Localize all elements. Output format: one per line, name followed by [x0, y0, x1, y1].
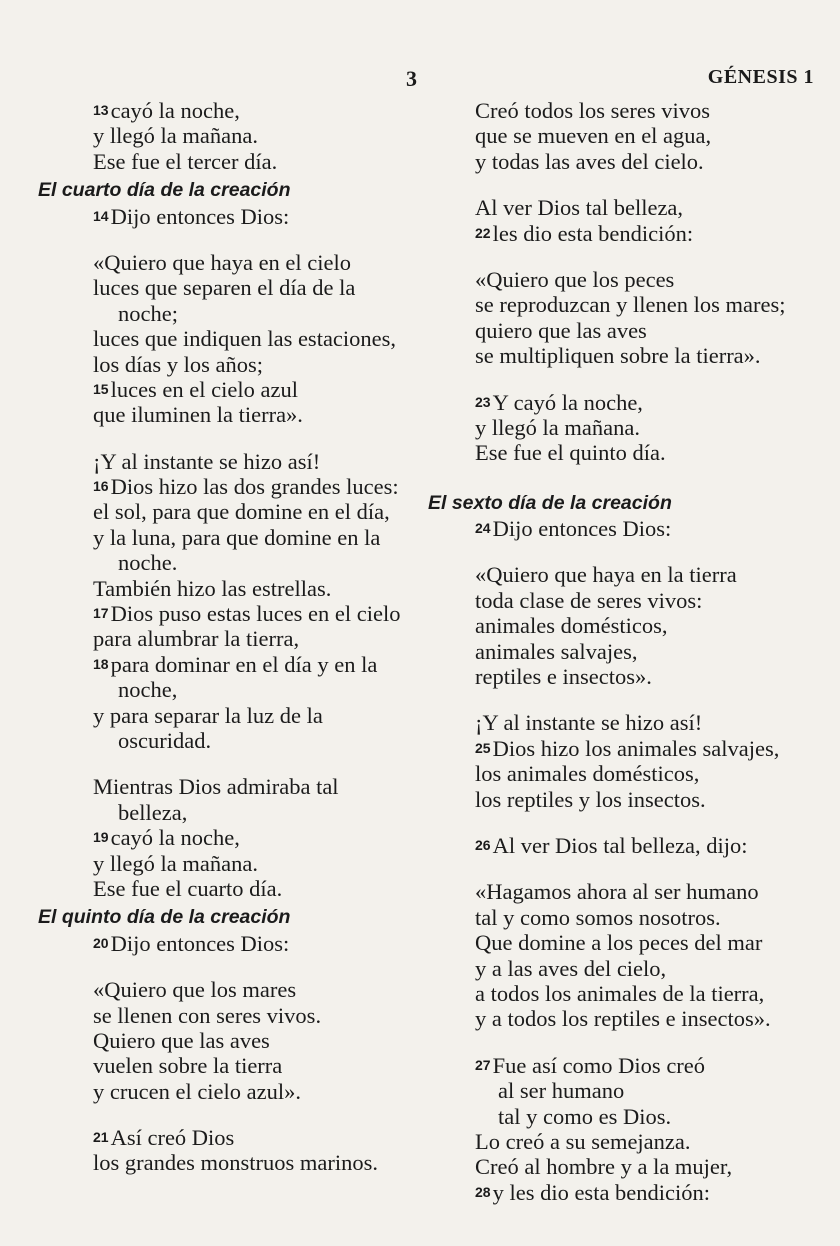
verse-number: 18 — [93, 655, 109, 672]
line-text: animales domésticos, — [475, 613, 668, 639]
line-text: y crucen el cielo azul». — [93, 1078, 302, 1104]
poem-line — [428, 664, 823, 689]
book-title: GÉNESIS 1 — [707, 66, 814, 88]
line-text: para alumbrar la tierra, — [93, 626, 300, 652]
verse-number: 16 — [93, 478, 109, 495]
line-text: se multipliquen sobre la tierra». — [475, 343, 761, 369]
line-text: Dios hizo las dos grandes luces: — [110, 474, 399, 500]
poem-line — [38, 1003, 408, 1028]
line-text: los grandes monstruos marinos. — [93, 1150, 378, 1176]
verse-number: 28 — [475, 1183, 491, 1200]
poem-line — [38, 1053, 408, 1078]
line-text: animales salvajes, — [475, 638, 638, 664]
stanza-gap — [428, 174, 823, 195]
verse-number: 23 — [475, 393, 491, 410]
poem-line — [428, 195, 823, 220]
stanza-gap — [428, 812, 823, 833]
verse-number: 27 — [475, 1056, 491, 1073]
line-text: cayó la noche, — [110, 98, 240, 123]
line-text: Dios puso estas luces en el cielo — [110, 601, 401, 627]
line-text: quiero que las aves — [475, 317, 647, 343]
line-text: Al ver Dios tal belleza, dijo: — [492, 832, 748, 858]
line-text: tal y como es Dios. — [498, 1103, 672, 1129]
poem-line — [38, 576, 408, 601]
line-text: «Quiero que los mares — [93, 977, 297, 1003]
poem-line — [38, 550, 408, 575]
line-text: tal y como somos nosotros. — [475, 904, 721, 930]
poem-line — [38, 499, 408, 524]
poem-line — [428, 787, 823, 812]
poem-line — [428, 562, 823, 587]
line-text: Ese fue el cuarto día. — [93, 875, 283, 901]
verse-line — [428, 1180, 823, 1205]
poem-line — [428, 1154, 823, 1179]
line-text: También hizo las estrellas. — [93, 575, 332, 601]
verse-number: 22 — [475, 224, 491, 241]
line-text: que se mueven en el agua, — [475, 123, 712, 149]
poem-line — [428, 343, 823, 368]
stanza-gap — [38, 1104, 408, 1125]
line-text: «Quiero que los peces — [475, 266, 675, 292]
line-text: y llegó la mañana. — [93, 850, 258, 876]
poem-line — [38, 977, 408, 1002]
line-text: que iluminen la tierra». — [93, 402, 303, 428]
line-text: Dijo entonces Dios: — [110, 930, 290, 956]
verse-number: 14 — [93, 207, 109, 224]
poem-line — [428, 613, 823, 638]
line-text: los reptiles y los insectos. — [475, 786, 706, 812]
verse-number: 13 — [93, 102, 109, 118]
line-text: y a las aves del cielo, — [475, 955, 667, 981]
stanza-gap — [428, 369, 823, 390]
verse-line — [428, 390, 823, 415]
line-text: toda clase de seres vivos: — [475, 587, 703, 613]
verse-number: 20 — [93, 934, 109, 951]
line-text: vuelen sobre la tierra — [93, 1053, 283, 1079]
stanza-gap — [428, 689, 823, 710]
line-text: se reproduzcan y llenen los mares; — [475, 292, 786, 318]
line-text: y llegó la mañana. — [475, 414, 640, 440]
poem-line — [38, 123, 408, 148]
poem-line — [428, 267, 823, 292]
line-text: se llenen con seres vivos. — [93, 1002, 322, 1028]
verse-number: 17 — [93, 605, 109, 622]
verse-line — [38, 601, 408, 626]
poem-line — [428, 956, 823, 981]
poem-line — [428, 710, 823, 735]
poem-line — [428, 1078, 823, 1103]
line-text: Así creó Dios — [110, 1125, 235, 1151]
page-number: 3 — [406, 66, 417, 91]
line-text: Quiero que las aves — [93, 1027, 270, 1053]
stanza-gap — [38, 753, 408, 774]
poem-line — [38, 703, 408, 728]
poem-line — [428, 639, 823, 664]
poem-line — [428, 879, 823, 904]
poem-line — [38, 677, 408, 702]
poem-line — [38, 149, 408, 174]
line-text: noche. — [118, 550, 178, 576]
line-text: luces en el cielo azul — [110, 376, 298, 402]
poem-line — [428, 440, 823, 465]
line-text: Al ver Dios tal belleza, — [475, 195, 684, 221]
verse-number: 19 — [93, 829, 109, 846]
line-text: noche; — [118, 300, 178, 326]
line-text: y a todos los reptiles e insectos». — [475, 1006, 771, 1032]
poem-line — [38, 275, 408, 300]
stanza-gap — [428, 858, 823, 879]
poem-line — [38, 774, 408, 799]
section-heading: El cuarto día de la creación — [38, 179, 291, 202]
poem-line — [38, 876, 408, 901]
line-text: reptiles e insectos». — [475, 664, 652, 690]
poem-line — [38, 449, 408, 474]
line-text: y les dio esta bendición: — [492, 1179, 711, 1205]
poem-line — [428, 1129, 823, 1154]
poem-line — [428, 905, 823, 930]
poem-line — [38, 1079, 408, 1104]
verse-number: 15 — [93, 380, 109, 397]
line-text: Creó todos los seres vivos — [475, 98, 710, 123]
line-text: Creó al hombre y a la mujer, — [475, 1154, 733, 1180]
verse-number: 24 — [475, 520, 491, 537]
verse-number: 21 — [93, 1129, 109, 1146]
line-text: noche, — [118, 677, 178, 703]
line-text: y para separar la luz de la — [93, 702, 323, 728]
line-text: Ese fue el quinto día. — [475, 440, 666, 466]
verse-line — [38, 825, 408, 850]
poem-line — [428, 415, 823, 440]
poem-line — [38, 728, 408, 753]
verse-line — [38, 1125, 408, 1150]
line-text: les dio esta bendición: — [492, 220, 694, 246]
right-column — [428, 98, 823, 1205]
poem-line — [428, 588, 823, 613]
section-heading: El quinto día de la creación — [38, 906, 291, 929]
line-text: Dijo entonces Dios: — [110, 203, 290, 229]
poem-line — [38, 525, 408, 550]
poem-line — [38, 352, 408, 377]
stanza-gap — [428, 466, 823, 487]
stanza-gap — [428, 1032, 823, 1053]
poem-line — [428, 930, 823, 955]
line-text: el sol, para que domine en el día, — [93, 499, 390, 525]
stanza-gap — [38, 956, 408, 977]
stanza-gap — [428, 246, 823, 267]
verse-line — [38, 377, 408, 402]
verse-number: 26 — [475, 836, 491, 853]
verse-line — [38, 474, 408, 499]
line-text: cayó la noche, — [110, 825, 240, 851]
line-text: los animales domésticos, — [475, 761, 700, 787]
poem-line — [428, 1104, 823, 1129]
poem-line — [428, 1006, 823, 1031]
line-text: y todas las aves del cielo. — [475, 148, 704, 174]
line-text: los días y los años; — [93, 351, 264, 377]
line-text: «Quiero que haya en el cielo — [93, 249, 352, 275]
section-heading: El sexto día de la creación — [428, 491, 672, 514]
line-text: Fue así como Dios creó — [492, 1052, 706, 1078]
poem-line — [38, 1028, 408, 1053]
verse-line — [38, 204, 408, 229]
verse-line — [428, 516, 823, 541]
line-text: oscuridad. — [118, 727, 212, 753]
line-text: «Hagamos ahora al ser humano — [475, 879, 759, 905]
line-text: Ese fue el tercer día. — [93, 148, 278, 174]
poem-line — [38, 800, 408, 825]
line-text: ¡Y al instante se hizo así! — [475, 710, 703, 736]
stanza-gap — [38, 428, 408, 449]
poem-line — [38, 301, 408, 326]
poem-line — [38, 326, 408, 351]
line-text: a todos los animales de la tierra, — [475, 980, 765, 1006]
line-text: al ser humano — [498, 1078, 625, 1104]
line-text: Dios hizo los animales salvajes, — [492, 735, 780, 761]
verse-line — [428, 736, 823, 761]
verse-line — [428, 1053, 823, 1078]
verse-line — [38, 931, 408, 956]
line-text: ¡Y al instante se hizo así! — [93, 448, 321, 474]
poem-line — [38, 250, 408, 275]
poem-line — [38, 1150, 408, 1175]
poem-line — [428, 149, 823, 174]
poem-line — [428, 98, 823, 123]
poem-line — [38, 851, 408, 876]
stanza-gap — [38, 229, 408, 250]
verse-line — [38, 98, 408, 123]
line-text: Lo creó a su semejanza. — [475, 1128, 691, 1154]
poem-line — [38, 402, 408, 427]
stanza-gap — [428, 541, 823, 562]
left-column — [38, 98, 408, 1176]
line-text: «Quiero que haya en la tierra — [475, 562, 737, 588]
line-text: y la luna, para que domine en la — [93, 524, 381, 550]
poem-line — [38, 626, 408, 651]
line-text: y llegó la mañana. — [93, 123, 258, 149]
line-text: Mientras Dios admiraba tal — [93, 774, 339, 800]
verse-line — [428, 833, 823, 858]
line-text: luces que indiquen las estaciones, — [93, 326, 397, 352]
poem-line — [428, 318, 823, 343]
poem-line — [428, 123, 823, 148]
poem-line — [428, 981, 823, 1006]
line-text: Dijo entonces Dios: — [492, 516, 672, 542]
poem-line — [428, 761, 823, 786]
verse-number: 25 — [475, 739, 491, 756]
verse-line — [38, 652, 408, 677]
verse-line — [428, 221, 823, 246]
poem-line — [428, 292, 823, 317]
line-text: luces que separen el día de la — [93, 275, 356, 301]
line-text: belleza, — [118, 799, 188, 825]
line-text: Que domine a los peces del mar — [475, 930, 763, 956]
line-text: Y cayó la noche, — [492, 389, 643, 415]
line-text: para dominar en el día y en la — [110, 651, 378, 677]
